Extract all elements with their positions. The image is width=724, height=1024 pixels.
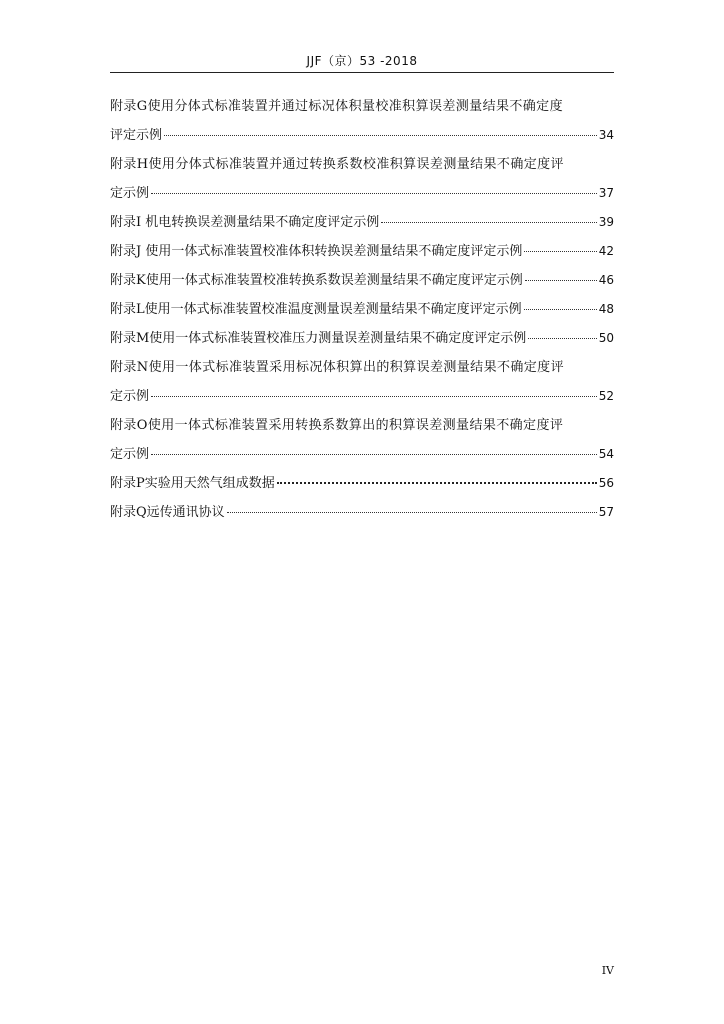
toc-dot-leader <box>524 237 596 252</box>
toc-entry-appendix-g[interactable] <box>110 92 614 121</box>
toc-page-number: 50 <box>598 331 614 345</box>
toc-entry-text: 附录P实验用天然气组成数据 <box>110 476 275 491</box>
toc-dot-leader <box>227 498 597 513</box>
toc-dot-leader <box>525 266 597 281</box>
toc-dot-leader <box>164 121 597 136</box>
toc-page-number: 57 <box>598 505 614 519</box>
toc-entry-appendix-h[interactable] <box>110 150 614 179</box>
toc-entry-appendix-o-cont[interactable] <box>110 440 614 469</box>
toc-entry-text: 附录I 机电转换误差测量结果不确定度评定示例 <box>110 215 380 230</box>
page-header-title: JJF（京）53 -2018 <box>306 54 418 68</box>
toc-dot-leader <box>151 179 597 194</box>
toc-page-number: 37 <box>598 186 614 200</box>
toc-entry-text: 附录M使用一体式标准装置校准压力测量误差测量结果不确定度评定示例 <box>110 331 527 346</box>
toc-entry-text: 附录Q远传通讯协议 <box>110 505 225 520</box>
toc-entry-appendix-o[interactable] <box>110 411 614 440</box>
footer-page-number: IV <box>601 964 614 977</box>
toc-entry-appendix-n-cont[interactable] <box>110 382 614 411</box>
toc-entry-appendix-k[interactable] <box>110 266 614 295</box>
toc-entry-appendix-n[interactable] <box>110 353 614 382</box>
toc-entry-text: 附录K使用一体式标准装置校准转换系数误差测量结果不确定度评定示例 <box>110 273 523 288</box>
toc-entry-appendix-q[interactable] <box>110 498 614 527</box>
toc-dot-leader <box>528 324 596 339</box>
toc-page-number: 39 <box>598 215 614 229</box>
toc-entry-appendix-j[interactable] <box>110 237 614 266</box>
toc-dot-leader <box>381 208 596 223</box>
table-of-contents <box>110 92 614 527</box>
toc-entry-appendix-i[interactable] <box>110 208 614 237</box>
toc-page-number: 46 <box>598 273 614 287</box>
toc-entry-text: 附录N使用一体式标准装置采用标况体积算出的积算误差测量结果不确定度评 <box>110 360 564 375</box>
toc-entry-appendix-l[interactable] <box>110 295 614 324</box>
toc-entry-appendix-g-cont[interactable] <box>110 121 614 150</box>
toc-entry-appendix-p[interactable] <box>110 469 614 498</box>
toc-dot-leader <box>151 382 597 397</box>
toc-entry-appendix-h-cont[interactable] <box>110 179 614 208</box>
toc-entry-text: 附录H使用分体式标准装置并通过转换系数校准积算误差测量结果不确定度评 <box>110 157 564 172</box>
header-divider <box>110 72 614 73</box>
toc-dot-leader <box>524 295 597 310</box>
toc-entry-text: 附录O使用一体式标准装置采用转换系数算出的积算误差测量结果不确定度评 <box>110 418 564 433</box>
toc-entry-text: 定示例 <box>110 186 150 201</box>
toc-entry-text: 附录G使用分体式标准装置并通过标况体积量校准积算误差测量结果不确定度 <box>110 99 563 114</box>
toc-page-number: 54 <box>598 447 614 461</box>
toc-page-number: 34 <box>598 128 614 142</box>
toc-dot-leader <box>151 440 597 455</box>
toc-entry-text: 附录J 使用一体式标准装置校准体积转换误差测量结果不确定度评定示例 <box>110 244 523 259</box>
toc-entry-appendix-m[interactable] <box>110 324 614 353</box>
toc-page-number: 42 <box>598 244 614 258</box>
toc-dot-leader <box>277 468 597 484</box>
toc-page-number: 48 <box>598 302 614 316</box>
toc-page-number: 56 <box>598 476 614 490</box>
toc-entry-text: 定示例 <box>110 389 150 404</box>
toc-page-number: 52 <box>598 389 614 403</box>
toc-entry-text: 定示例 <box>110 447 150 462</box>
toc-entry-text: 评定示例 <box>110 128 163 143</box>
toc-entry-text: 附录L使用一体式标准装置校准温度测量误差测量结果不确定度评定示例 <box>110 302 522 317</box>
